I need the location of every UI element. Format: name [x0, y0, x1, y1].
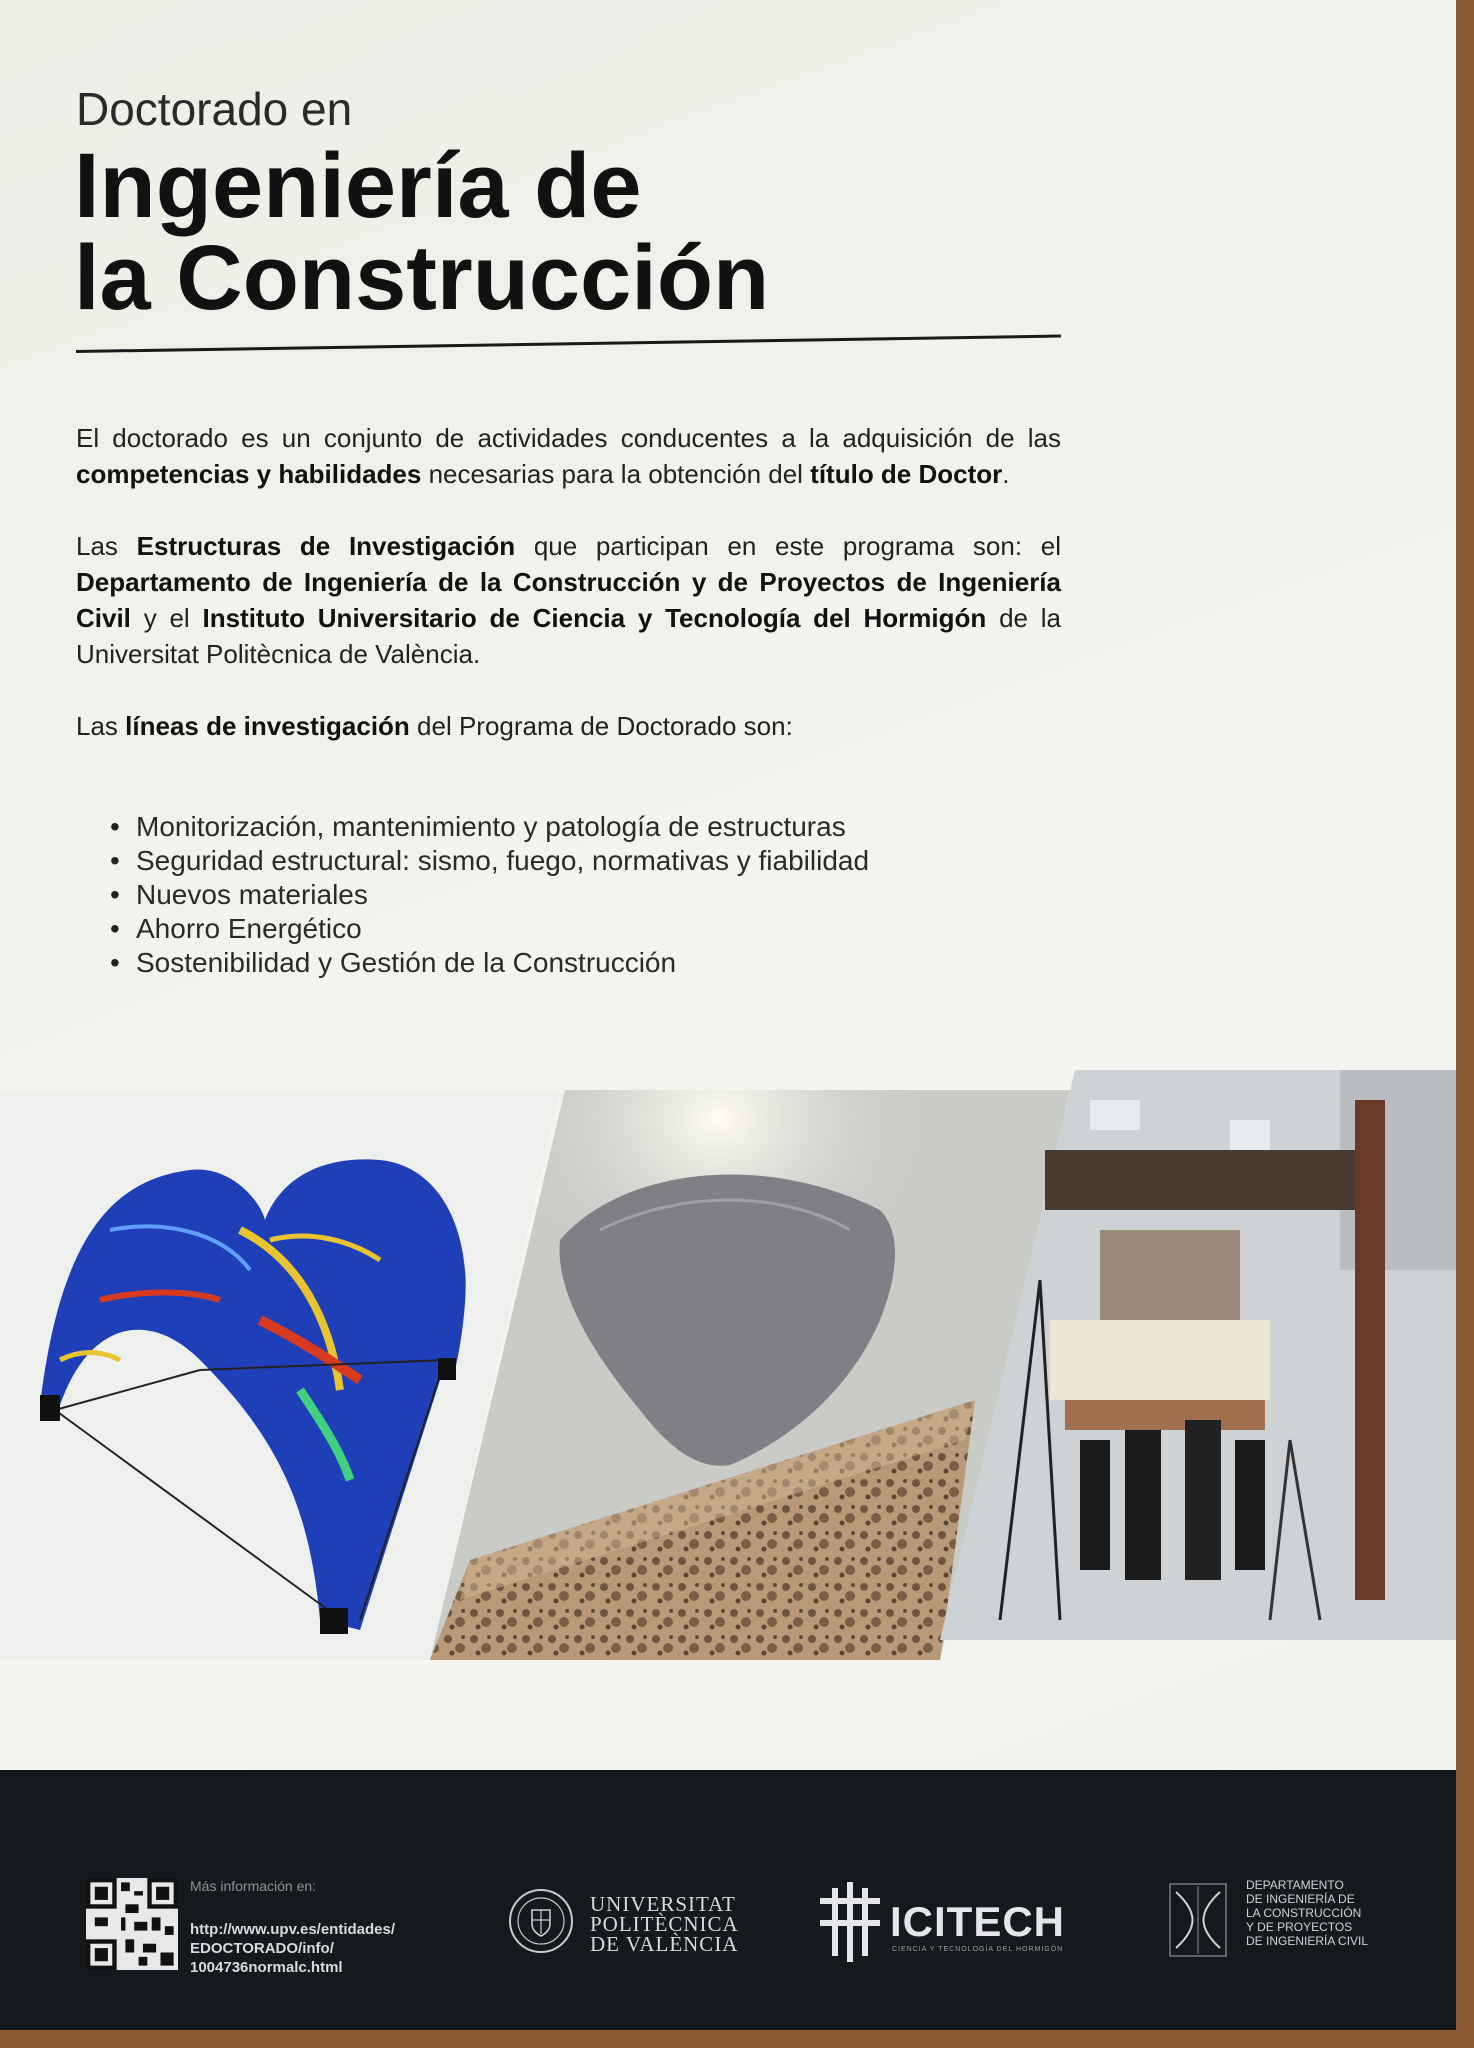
title-prefix: Doctorado en — [76, 83, 353, 135]
intro-paragraph-3 — [76, 708, 1061, 744]
bold-phrase: título de Doctor — [810, 459, 1003, 489]
bold-phrase: competencias y habilidades — [76, 459, 422, 489]
list-item: • Sostenibilidad y Gestión de la Construcción — [110, 946, 1010, 980]
upv-name-line: UNIVERSITAT — [590, 1892, 736, 1916]
footer — [0, 1770, 1456, 2030]
text-run: que participan en este programa son: el — [515, 531, 1061, 561]
department-name-line: LA CONSTRUCCIÓN — [1246, 1906, 1362, 1920]
title-line-1: Ingeniería de — [74, 135, 642, 237]
list-item: • Nuevos materiales — [110, 878, 1010, 912]
department-logo-icon — [1168, 1882, 1228, 1958]
text-run: necesarias para la obtención del — [421, 459, 811, 489]
more-info-label: Más información en: — [190, 1878, 317, 1894]
text-run: Las — [76, 711, 126, 741]
icitech-name: ICITECH — [890, 1898, 1065, 1945]
upv-name-line: DE VALÈNCIA — [590, 1932, 739, 1956]
title-line-2: la Construcción — [74, 227, 770, 329]
department-name-line: DE INGENIERÍA DE — [1246, 1892, 1355, 1906]
bold-phrase: líneas de investigación — [125, 711, 410, 741]
url-line[interactable]: 1004736normalc.html — [190, 1959, 343, 1976]
page-title — [74, 135, 1074, 329]
text-run: El doctorado es un conjunto de actividades conducentes a la adquisición de las — [76, 423, 1061, 453]
department-name — [1246, 1878, 1446, 1948]
department-name-line: DEPARTAMENTO — [1246, 1878, 1344, 1892]
list-item: • Seguridad estructural: sismo, fuego, normativas y fiabilidad — [110, 844, 1010, 878]
list-item: • Monitorización, mantenimiento y patología de estructuras — [110, 810, 1010, 844]
text-run: . — [1002, 459, 1010, 489]
text-run: del Programa de Doctorado son: — [409, 711, 793, 741]
text-run: de la Universitat Politècnica de València. — [76, 603, 1061, 669]
department-name-line: Y DE PROYECTOS — [1246, 1920, 1353, 1934]
upv-name-line: POLITÈCNICA — [590, 1912, 739, 1936]
upv-name — [590, 1894, 739, 1954]
bold-phrase: Instituto Universitario de Ciencia y Tecnología del Hormigón — [202, 603, 987, 633]
url-line[interactable]: http://www.upv.es/entidades/ — [190, 1921, 396, 1938]
bold-phrase: Estructuras de Investigación — [136, 531, 516, 561]
image-strip — [0, 1060, 1456, 1670]
title-divider — [76, 335, 1061, 353]
icitech-logo-icon — [820, 1882, 880, 1962]
text-run: y el — [130, 603, 203, 633]
list-item: • Ahorro Energético — [110, 912, 1010, 946]
upv-seal-icon — [508, 1888, 574, 1954]
icitech-subtitle: CIENCIA Y TECNOLOGÍA DEL HORMIGÓN — [892, 1946, 1064, 1953]
intro-text — [76, 420, 1061, 780]
url-line[interactable]: EDOCTORADO/info/ — [190, 1940, 334, 1957]
intro-paragraph-1 — [76, 420, 1061, 492]
bold-phrase: Departamento de Ingeniería de la Construcción y de Proyectos de Ingeniería Civil — [76, 567, 1061, 633]
text-run: Las — [76, 531, 137, 561]
research-lines-list — [110, 810, 1010, 980]
more-info-link[interactable] — [190, 1920, 450, 1977]
qr-code-icon[interactable] — [86, 1878, 178, 1970]
intro-paragraph-2 — [76, 528, 1061, 672]
department-name-line: DE INGENIERÍA CIVIL — [1246, 1934, 1369, 1948]
